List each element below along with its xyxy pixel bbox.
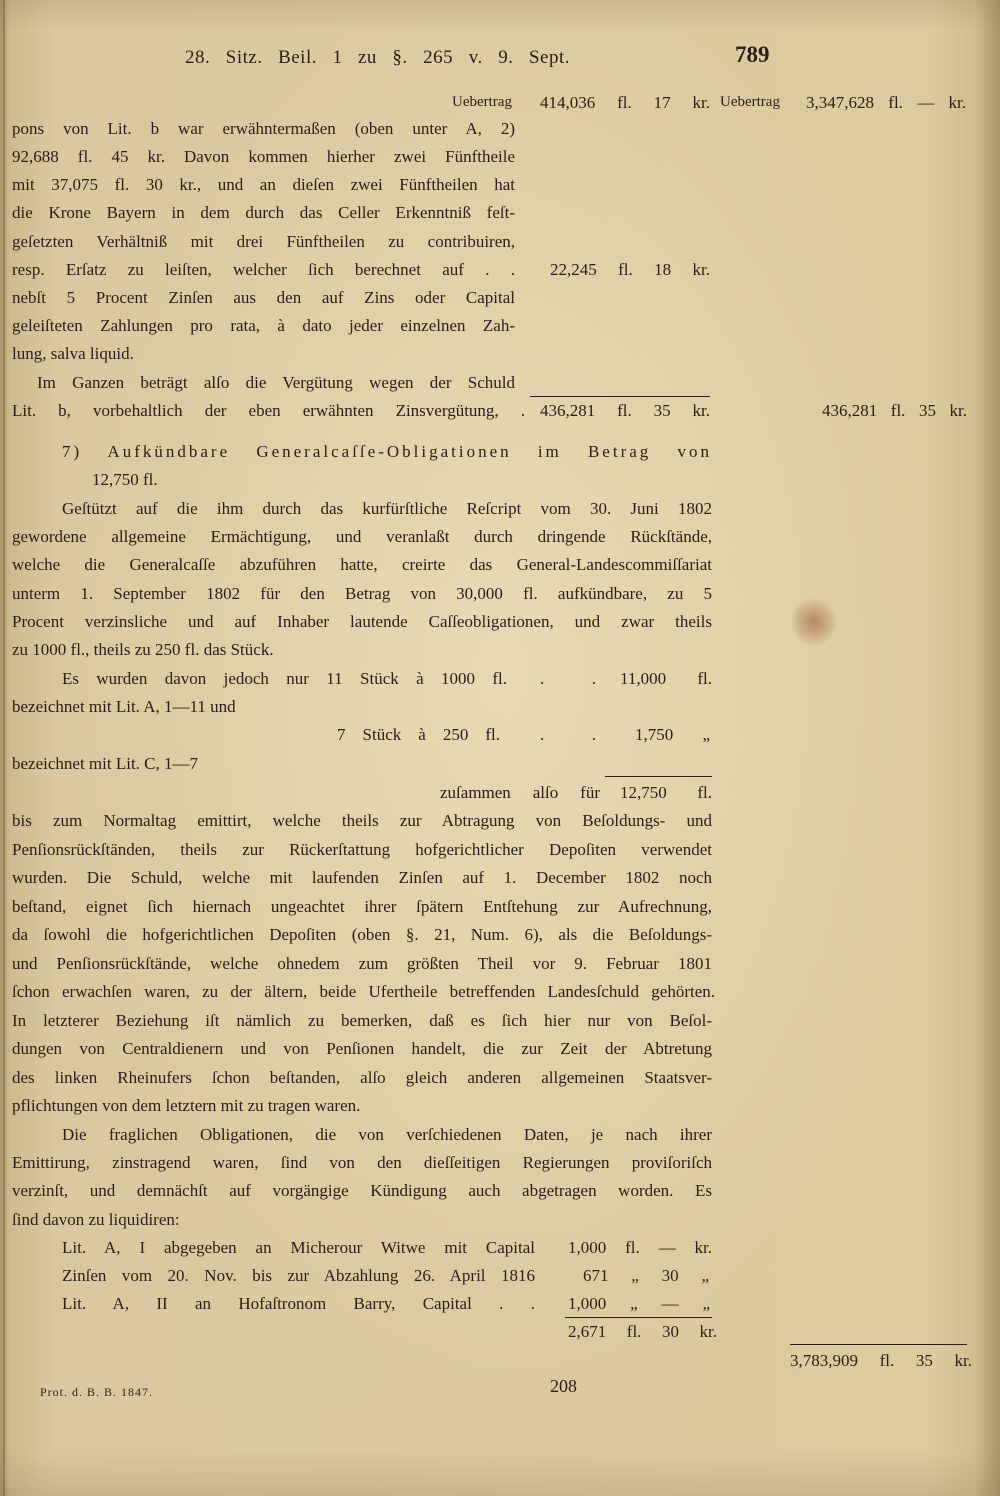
text-line: welche die Generalcaſſe abzuführen hatte, creirte das General-Landescommiſſariat: [12, 555, 712, 574]
liquidation-amount: 671 „ 30 „: [583, 1266, 709, 1285]
text-line: des linken Rheinufers ſchon beſtanden, alſo gleich anderen allgemeinen Staatsver-: [12, 1068, 712, 1087]
lit-b-total: 436,281 fl. 35 kr.: [540, 401, 710, 420]
text-line: ſchon erwachſen waren, zu der ältern, beide Ufertheile betreffenden Landesſchuld gehörten.: [12, 982, 715, 1001]
text-line: verzinſt, und demnächſt auf vorgängige Kündigung auch abgetragen worden. Es: [12, 1181, 712, 1200]
text-line: geſetzten Verhältniß mit drei Fünftheilen zu contribuiren,: [12, 232, 515, 251]
text-line: 92,688 fl. 45 kr. Davon kommen hierher zwei Fünftheile: [12, 147, 515, 166]
text-line: unterm 1. September 1802 für den Betrag von 30,000 fl. aufkündbare, zu 5: [12, 584, 712, 603]
text-line: Geſtützt auf die ihm durch das kurfürſtliche Reſcript vom 30. Juni 1802: [62, 499, 712, 518]
carryover-amount-left: 414,036 fl. 17 kr.: [540, 93, 710, 112]
liquidation-item: Lit. A, II an Hofaſtronom Barry, Capital . .: [62, 1294, 535, 1313]
text-line: In letzterer Beziehung iſt nämlich zu bemerken, daß es ſich hier nur von Beſol-: [12, 1011, 712, 1030]
sum-rule: [605, 776, 712, 777]
text-line: lung, salva liquid.: [12, 344, 134, 363]
carryover-label-right: Uebertrag: [720, 94, 780, 110]
sum-rule: [565, 1317, 712, 1318]
text-line: nebſt 5 Procent Zinſen aus den auf Zins oder Capital: [12, 288, 515, 307]
signature-mark: 208: [550, 1376, 577, 1396]
text-line: dungen von Centraldienern und von Penſionen handelt, die zur Zeit der Abtretung: [12, 1039, 712, 1058]
sum-rule: [530, 396, 710, 397]
lit-b-total-carried: 436,281 fl. 35 kr.: [822, 401, 967, 420]
share-amount: 22,245 fl. 18 kr.: [550, 260, 710, 279]
text-line: bis zum Normaltag emittirt, welche theils zur Abtragung von Beſoldungs- und: [12, 811, 712, 830]
liquidation-amount: 1,000 „ — „: [568, 1294, 710, 1313]
liquidation-item: Lit. A, I abgegeben an Micherour Witwe mit Capital: [62, 1238, 535, 1257]
issue-line: 7 Stück à 250 fl.: [337, 725, 500, 744]
carryover-label-left: Uebertrag: [452, 94, 512, 110]
text-line: gewordene allgemeine Ermächtigung, und veranlaßt durch dringende Rückſtände,: [12, 527, 712, 546]
grand-total-rule: [790, 1344, 967, 1345]
issue-sum-label: zuſammen alſo für: [440, 783, 600, 802]
text-line: Im Ganzen beträgt alſo die Vergütung wegen der Schuld: [37, 373, 515, 392]
page-number: 789: [735, 42, 770, 67]
issue-description: bezeichnet mit Lit. C, 1—7: [12, 754, 199, 773]
grand-total: 3,783,909 fl. 35 kr.: [790, 1351, 972, 1370]
text-line: pons von Lit. b war erwähntermaßen (oben unter A, 2): [12, 119, 515, 138]
issue-line: Es wurden davon jedoch nur 11 Stück à 1000 fl.: [62, 669, 507, 688]
running-title: 28. Sitz. Beil. 1 zu §. 265 v. 9. Sept.: [185, 47, 570, 68]
issue-amount: 1,750 „: [635, 725, 710, 744]
text-line: Die fraglichen Obligationen, die von verſchiedenen Daten, je nach ihrer: [62, 1125, 712, 1144]
imprint: Prot. d. B. B. 1847.: [40, 1385, 154, 1399]
text-line: da ſowohl die hofgerichtlichen Depoſiten (oben §. 21, Num. 6), als die Beſoldungs-: [12, 925, 712, 944]
paper-stain: [792, 598, 836, 646]
text-line: die Krone Bayern in dem durch das Celler Erkenntniß feſt-: [12, 203, 515, 222]
leader-dots: . .: [540, 725, 596, 744]
text-line: pflichtungen von dem letztern mit zu tragen waren.: [12, 1096, 361, 1115]
text-line: geleiſteten Zahlungen pro rata, à dato jeder einzelnen Zah-: [12, 316, 515, 335]
page-edge: [3, 0, 5, 1496]
text-line: wurden. Die Schuld, welche mit laufenden Zinſen auf 1. December 1802 noch: [12, 868, 712, 887]
issue-description: bezeichnet mit Lit. A, 1—11 und: [12, 697, 236, 716]
text-line: Procent verzinsliche und auf Inhaber lautende Caſſeobligationen, und zwar theils: [12, 612, 712, 631]
liquidation-subtotal: 2,671 fl. 30 kr.: [568, 1322, 717, 1341]
liquidation-item: Zinſen vom 20. Nov. bis zur Abzahlung 26. April 1816: [62, 1266, 535, 1285]
text-line: zu 1000 fl., theils zu 250 fl. das Stück.: [12, 640, 274, 659]
text-line: mit 37,075 fl. 30 kr., und an dieſen zwei Fünftheilen hat: [12, 175, 515, 194]
text-line: Emittirung, zinstragend waren, ſind von den dieſſeitigen Regierungen proviſoriſch: [12, 1153, 712, 1172]
text-line: beſtand, eignet ſich hiernach ungeachtet ihrer ſpätern Entſtehung zur Aufrechnung,: [12, 897, 712, 916]
leader-dots: . .: [540, 669, 596, 688]
issue-sum-amount: 12,750 fl.: [620, 783, 712, 802]
text-line: ſind davon zu liquidiren:: [12, 1210, 180, 1229]
text-line: Lit. b, vorbehaltlich der eben erwähnten Zinsvergütung, .: [12, 401, 525, 420]
issue-amount: 11,000 fl.: [620, 669, 712, 688]
liquidation-amount: 1,000 fl. — kr.: [568, 1238, 712, 1257]
text-line: und Penſionsrückſtände, welche ohnedem zum größten Theil vor 9. Februar 1801: [12, 954, 712, 973]
text-line: resp. Erſatz zu leiſten, welcher ſich berechnet auf . .: [12, 260, 515, 279]
text-line: Penſionsrückſtänden, theils zur Rückerſtattung hofgerichtlicher Depoſiten verwendet: [12, 840, 712, 859]
section-heading-amount: 12,750 fl.: [92, 470, 158, 489]
carryover-amount-right: 3,347,628 fl. — kr.: [806, 93, 966, 112]
section-heading: 7) Aufkündbare Generalcaſſe-Obligationen im Betrag von: [62, 442, 712, 461]
